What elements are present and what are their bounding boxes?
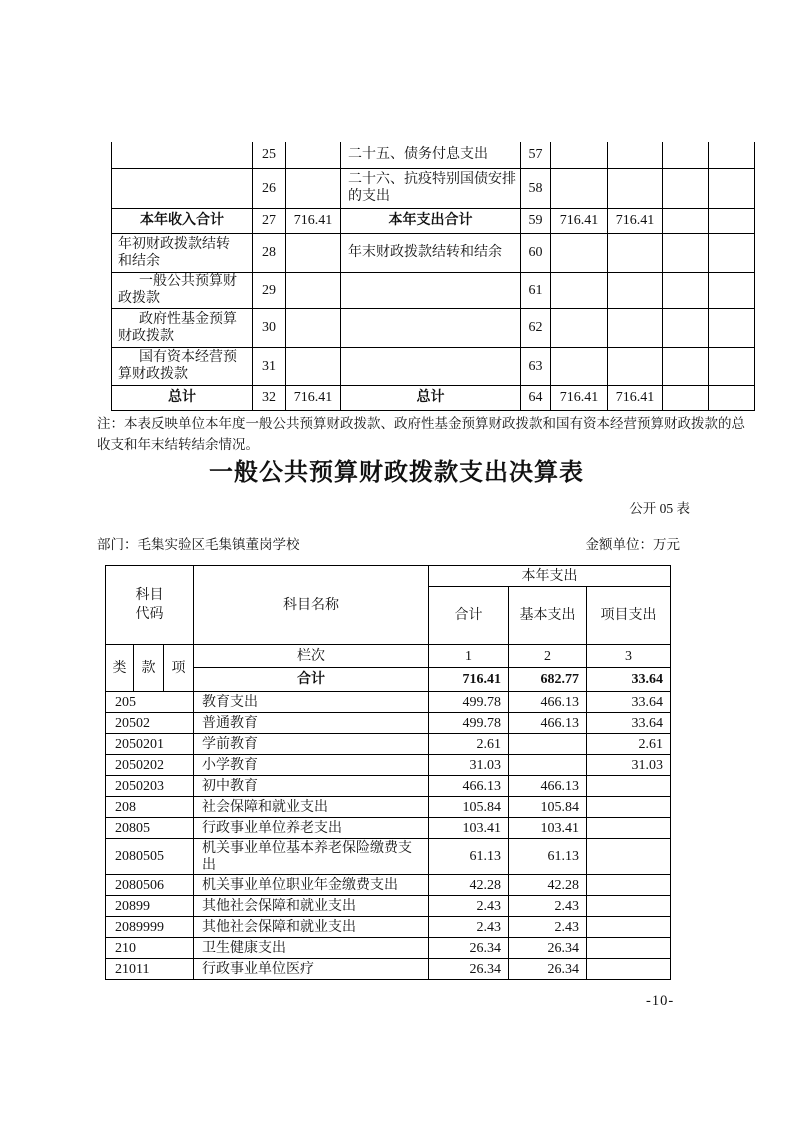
income-amount: 716.41 xyxy=(286,208,341,233)
income-item-name: 政府性基金预算财政拨款 xyxy=(112,308,253,347)
income-line-number: 32 xyxy=(253,385,286,410)
header-subject-code xyxy=(106,566,194,645)
total-amount-cell: 26.34 xyxy=(429,959,509,980)
expenditure-table-row xyxy=(106,692,671,713)
header-project-expense: 项目支出 xyxy=(587,587,671,645)
income-item-name: 国有资本经营预算财政拨款 xyxy=(112,347,253,385)
expenditure-table-row xyxy=(106,959,671,980)
expense-item-name xyxy=(341,347,521,385)
subject-name-cell: 教育支出 xyxy=(194,692,429,713)
income-amount xyxy=(286,168,341,208)
total-amount-cell: 42.28 xyxy=(429,875,509,896)
total-amount-cell: 2.43 xyxy=(429,917,509,938)
expense-amount-fund xyxy=(663,272,709,308)
subject-name-cell: 学前教育 xyxy=(194,734,429,755)
subject-name-cell: 其他社会保障和就业支出 xyxy=(194,896,429,917)
column-number-1: 1 xyxy=(429,645,509,668)
expense-amount-capital xyxy=(709,142,755,168)
total-amount-cell: 2.43 xyxy=(429,896,509,917)
income-amount xyxy=(286,347,341,385)
subject-code-cell: 205 xyxy=(106,692,194,713)
income-item-name: 本年收入合计 xyxy=(112,208,253,233)
total-amount-cell: 499.78 xyxy=(429,713,509,734)
expense-amount-total xyxy=(551,347,608,385)
summary-table xyxy=(111,142,755,411)
header-subject-name: 科目名称 xyxy=(194,566,429,645)
expense-line-number: 60 xyxy=(521,233,551,272)
expenditure-table-row xyxy=(106,917,671,938)
basic-expense-cell: 466.13 xyxy=(509,692,587,713)
expense-line-number: 59 xyxy=(521,208,551,233)
subject-code-cell: 208 xyxy=(106,797,194,818)
expense-item-name: 二十五、债务付息支出 xyxy=(341,142,521,168)
summary-table-row xyxy=(112,168,755,208)
subject-name-cell: 卫生健康支出 xyxy=(194,938,429,959)
income-line-number: 30 xyxy=(253,308,286,347)
basic-expense-cell: 105.84 xyxy=(509,797,587,818)
grand-total-amount: 716.41 xyxy=(429,668,509,692)
project-expense-cell xyxy=(587,896,671,917)
expense-amount-capital xyxy=(709,385,755,410)
subject-name-cell: 初中教育 xyxy=(194,776,429,797)
income-item-name: 一般公共预算财政拨款 xyxy=(112,272,253,308)
basic-expense-cell: 466.13 xyxy=(509,713,587,734)
expense-amount-capital xyxy=(709,233,755,272)
header-total: 合计 xyxy=(429,587,509,645)
expense-amount-capital xyxy=(709,308,755,347)
header-column-index-label: 栏次 xyxy=(194,645,429,668)
basic-expense-cell: 42.28 xyxy=(509,875,587,896)
basic-expense-cell: 466.13 xyxy=(509,776,587,797)
income-item-name xyxy=(112,142,253,168)
subject-name-cell: 小学教育 xyxy=(194,755,429,776)
total-amount-cell: 103.41 xyxy=(429,818,509,839)
expense-amount-capital xyxy=(709,272,755,308)
income-amount xyxy=(286,308,341,347)
project-expense-cell: 31.03 xyxy=(587,755,671,776)
expense-amount-general xyxy=(608,272,663,308)
expense-amount-general: 716.41 xyxy=(608,208,663,233)
grand-total-basic: 682.77 xyxy=(509,668,587,692)
expense-amount-fund xyxy=(663,385,709,410)
total-amount-cell: 499.78 xyxy=(429,692,509,713)
expenditure-table-row xyxy=(106,776,671,797)
grand-total-project: 33.64 xyxy=(587,668,671,692)
expense-line-number: 62 xyxy=(521,308,551,347)
subject-code-cell: 2080505 xyxy=(106,839,194,875)
subject-name-cell: 其他社会保障和就业支出 xyxy=(194,917,429,938)
subject-name-cell: 机关事业单位基本养老保险缴费支出 xyxy=(194,839,429,875)
income-amount: 716.41 xyxy=(286,385,341,410)
subject-code-cell: 21011 xyxy=(106,959,194,980)
expenditure-table-row xyxy=(106,875,671,896)
column-number-2: 2 xyxy=(509,645,587,668)
basic-expense-cell xyxy=(509,755,587,776)
income-amount xyxy=(286,272,341,308)
table-note: 注：本表反映单位本年度一般公共预算财政拨款、政府性基金预算财政拨款和国有资本经营预算财政拨款的总收支和年末结转结余情况。 xyxy=(97,416,745,452)
income-item-name: 总计 xyxy=(112,385,253,410)
unit-label: 金额单位：万元 xyxy=(585,537,680,552)
basic-expense-cell: 2.43 xyxy=(509,917,587,938)
expense-line-number: 63 xyxy=(521,347,551,385)
header-basic-expense: 基本支出 xyxy=(509,587,587,645)
expense-amount-fund xyxy=(663,308,709,347)
grand-total-label: 合计 xyxy=(194,668,429,692)
expense-amount-fund xyxy=(663,347,709,385)
expense-amount-total: 716.41 xyxy=(551,208,608,233)
expenditure-table-row xyxy=(106,797,671,818)
header-current-year-expense: 本年支出 xyxy=(429,566,671,587)
summary-table-row xyxy=(112,347,755,385)
summary-table-row xyxy=(112,272,755,308)
project-expense-cell xyxy=(587,938,671,959)
expense-item-name: 年末财政拨款结转和结余 xyxy=(341,233,521,272)
total-amount-cell: 466.13 xyxy=(429,776,509,797)
income-amount xyxy=(286,142,341,168)
expense-amount-total: 716.41 xyxy=(551,385,608,410)
income-line-number: 26 xyxy=(253,168,286,208)
expense-amount-general: 716.41 xyxy=(608,385,663,410)
summary-table-row xyxy=(112,308,755,347)
subject-code-cell: 2050201 xyxy=(106,734,194,755)
subject-name-cell: 行政事业单位养老支出 xyxy=(194,818,429,839)
total-amount-cell: 61.13 xyxy=(429,839,509,875)
subject-code-cell: 2089999 xyxy=(106,917,194,938)
expense-amount-fund xyxy=(663,208,709,233)
project-expense-cell: 2.61 xyxy=(587,734,671,755)
expense-amount-general xyxy=(608,347,663,385)
expenditure-table-row xyxy=(106,839,671,875)
project-expense-cell xyxy=(587,776,671,797)
column-number-3: 3 xyxy=(587,645,671,668)
expense-amount-total xyxy=(551,233,608,272)
basic-expense-cell: 103.41 xyxy=(509,818,587,839)
subject-code-cell: 20502 xyxy=(106,713,194,734)
page-title: 一般公共预算财政拨款支出决算表 xyxy=(209,459,584,486)
basic-expense-cell: 2.43 xyxy=(509,896,587,917)
total-amount-cell: 26.34 xyxy=(429,938,509,959)
expense-item-name: 二十六、抗疫特别国债安排的支出 xyxy=(341,168,521,208)
subject-name-cell: 普通教育 xyxy=(194,713,429,734)
expenditure-table-row xyxy=(106,938,671,959)
expense-amount-fund xyxy=(663,168,709,208)
expense-line-number: 61 xyxy=(521,272,551,308)
expense-amount-total xyxy=(551,308,608,347)
expense-amount-capital xyxy=(709,347,755,385)
subject-code-cell: 2050203 xyxy=(106,776,194,797)
header-class: 类 xyxy=(106,645,134,692)
header-section: 款 xyxy=(134,645,164,692)
total-amount-cell: 105.84 xyxy=(429,797,509,818)
income-line-number: 27 xyxy=(253,208,286,233)
expense-line-number: 57 xyxy=(521,142,551,168)
income-line-number: 29 xyxy=(253,272,286,308)
subject-code-cell: 20899 xyxy=(106,896,194,917)
subject-name-cell: 行政事业单位医疗 xyxy=(194,959,429,980)
income-item-name xyxy=(112,168,253,208)
expense-amount-general xyxy=(608,308,663,347)
expense-item-name: 总计 xyxy=(341,385,521,410)
expense-amount-general xyxy=(608,233,663,272)
expenditure-table xyxy=(105,565,671,980)
expense-amount-general xyxy=(608,142,663,168)
income-line-number: 31 xyxy=(253,347,286,385)
summary-table-row xyxy=(112,233,755,272)
project-expense-cell xyxy=(587,839,671,875)
expense-amount-fund xyxy=(663,233,709,272)
expense-line-number: 58 xyxy=(521,168,551,208)
expenditure-table-row xyxy=(106,734,671,755)
income-line-number: 28 xyxy=(253,233,286,272)
expense-amount-total xyxy=(551,272,608,308)
expenditure-table-row xyxy=(106,896,671,917)
project-expense-cell xyxy=(587,959,671,980)
header-subject-code-text: 科目代码 xyxy=(135,588,164,622)
expense-item-name: 本年支出合计 xyxy=(341,208,521,233)
basic-expense-cell: 26.34 xyxy=(509,959,587,980)
project-expense-cell xyxy=(587,818,671,839)
project-expense-cell xyxy=(587,917,671,938)
table-code-label: 公开 05 表 xyxy=(629,501,690,516)
expense-line-number: 64 xyxy=(521,385,551,410)
basic-expense-cell: 26.34 xyxy=(509,938,587,959)
expense-item-name xyxy=(341,308,521,347)
income-amount xyxy=(286,233,341,272)
page-number: -10- xyxy=(646,993,675,1009)
project-expense-cell: 33.64 xyxy=(587,713,671,734)
summary-table-row xyxy=(112,385,755,410)
expenditure-table-row xyxy=(106,755,671,776)
expenditure-table-row xyxy=(106,818,671,839)
basic-expense-cell: 61.13 xyxy=(509,839,587,875)
summary-table-row xyxy=(112,208,755,233)
subject-name-cell: 社会保障和就业支出 xyxy=(194,797,429,818)
subject-code-cell: 2080506 xyxy=(106,875,194,896)
total-amount-cell: 2.61 xyxy=(429,734,509,755)
expense-amount-capital xyxy=(709,168,755,208)
header-item: 项 xyxy=(164,645,194,692)
subject-code-cell: 20805 xyxy=(106,818,194,839)
total-amount-cell: 31.03 xyxy=(429,755,509,776)
subject-code-cell: 2050202 xyxy=(106,755,194,776)
income-line-number: 25 xyxy=(253,142,286,168)
expense-item-name xyxy=(341,272,521,308)
income-item-name: 年初财政拨款结转和结余 xyxy=(112,233,253,272)
basic-expense-cell xyxy=(509,734,587,755)
project-expense-cell xyxy=(587,875,671,896)
expense-amount-general xyxy=(608,168,663,208)
expenditure-table-row xyxy=(106,713,671,734)
expense-amount-capital xyxy=(709,208,755,233)
subject-code-cell: 210 xyxy=(106,938,194,959)
project-expense-cell: 33.64 xyxy=(587,692,671,713)
project-expense-cell xyxy=(587,797,671,818)
expense-amount-total xyxy=(551,168,608,208)
expense-amount-total xyxy=(551,142,608,168)
subject-name-cell: 机关事业单位职业年金缴费支出 xyxy=(194,875,429,896)
department-label: 部门：毛集实验区毛集镇董岗学校 xyxy=(97,537,300,552)
summary-table-row xyxy=(112,142,755,168)
expense-amount-fund xyxy=(663,142,709,168)
